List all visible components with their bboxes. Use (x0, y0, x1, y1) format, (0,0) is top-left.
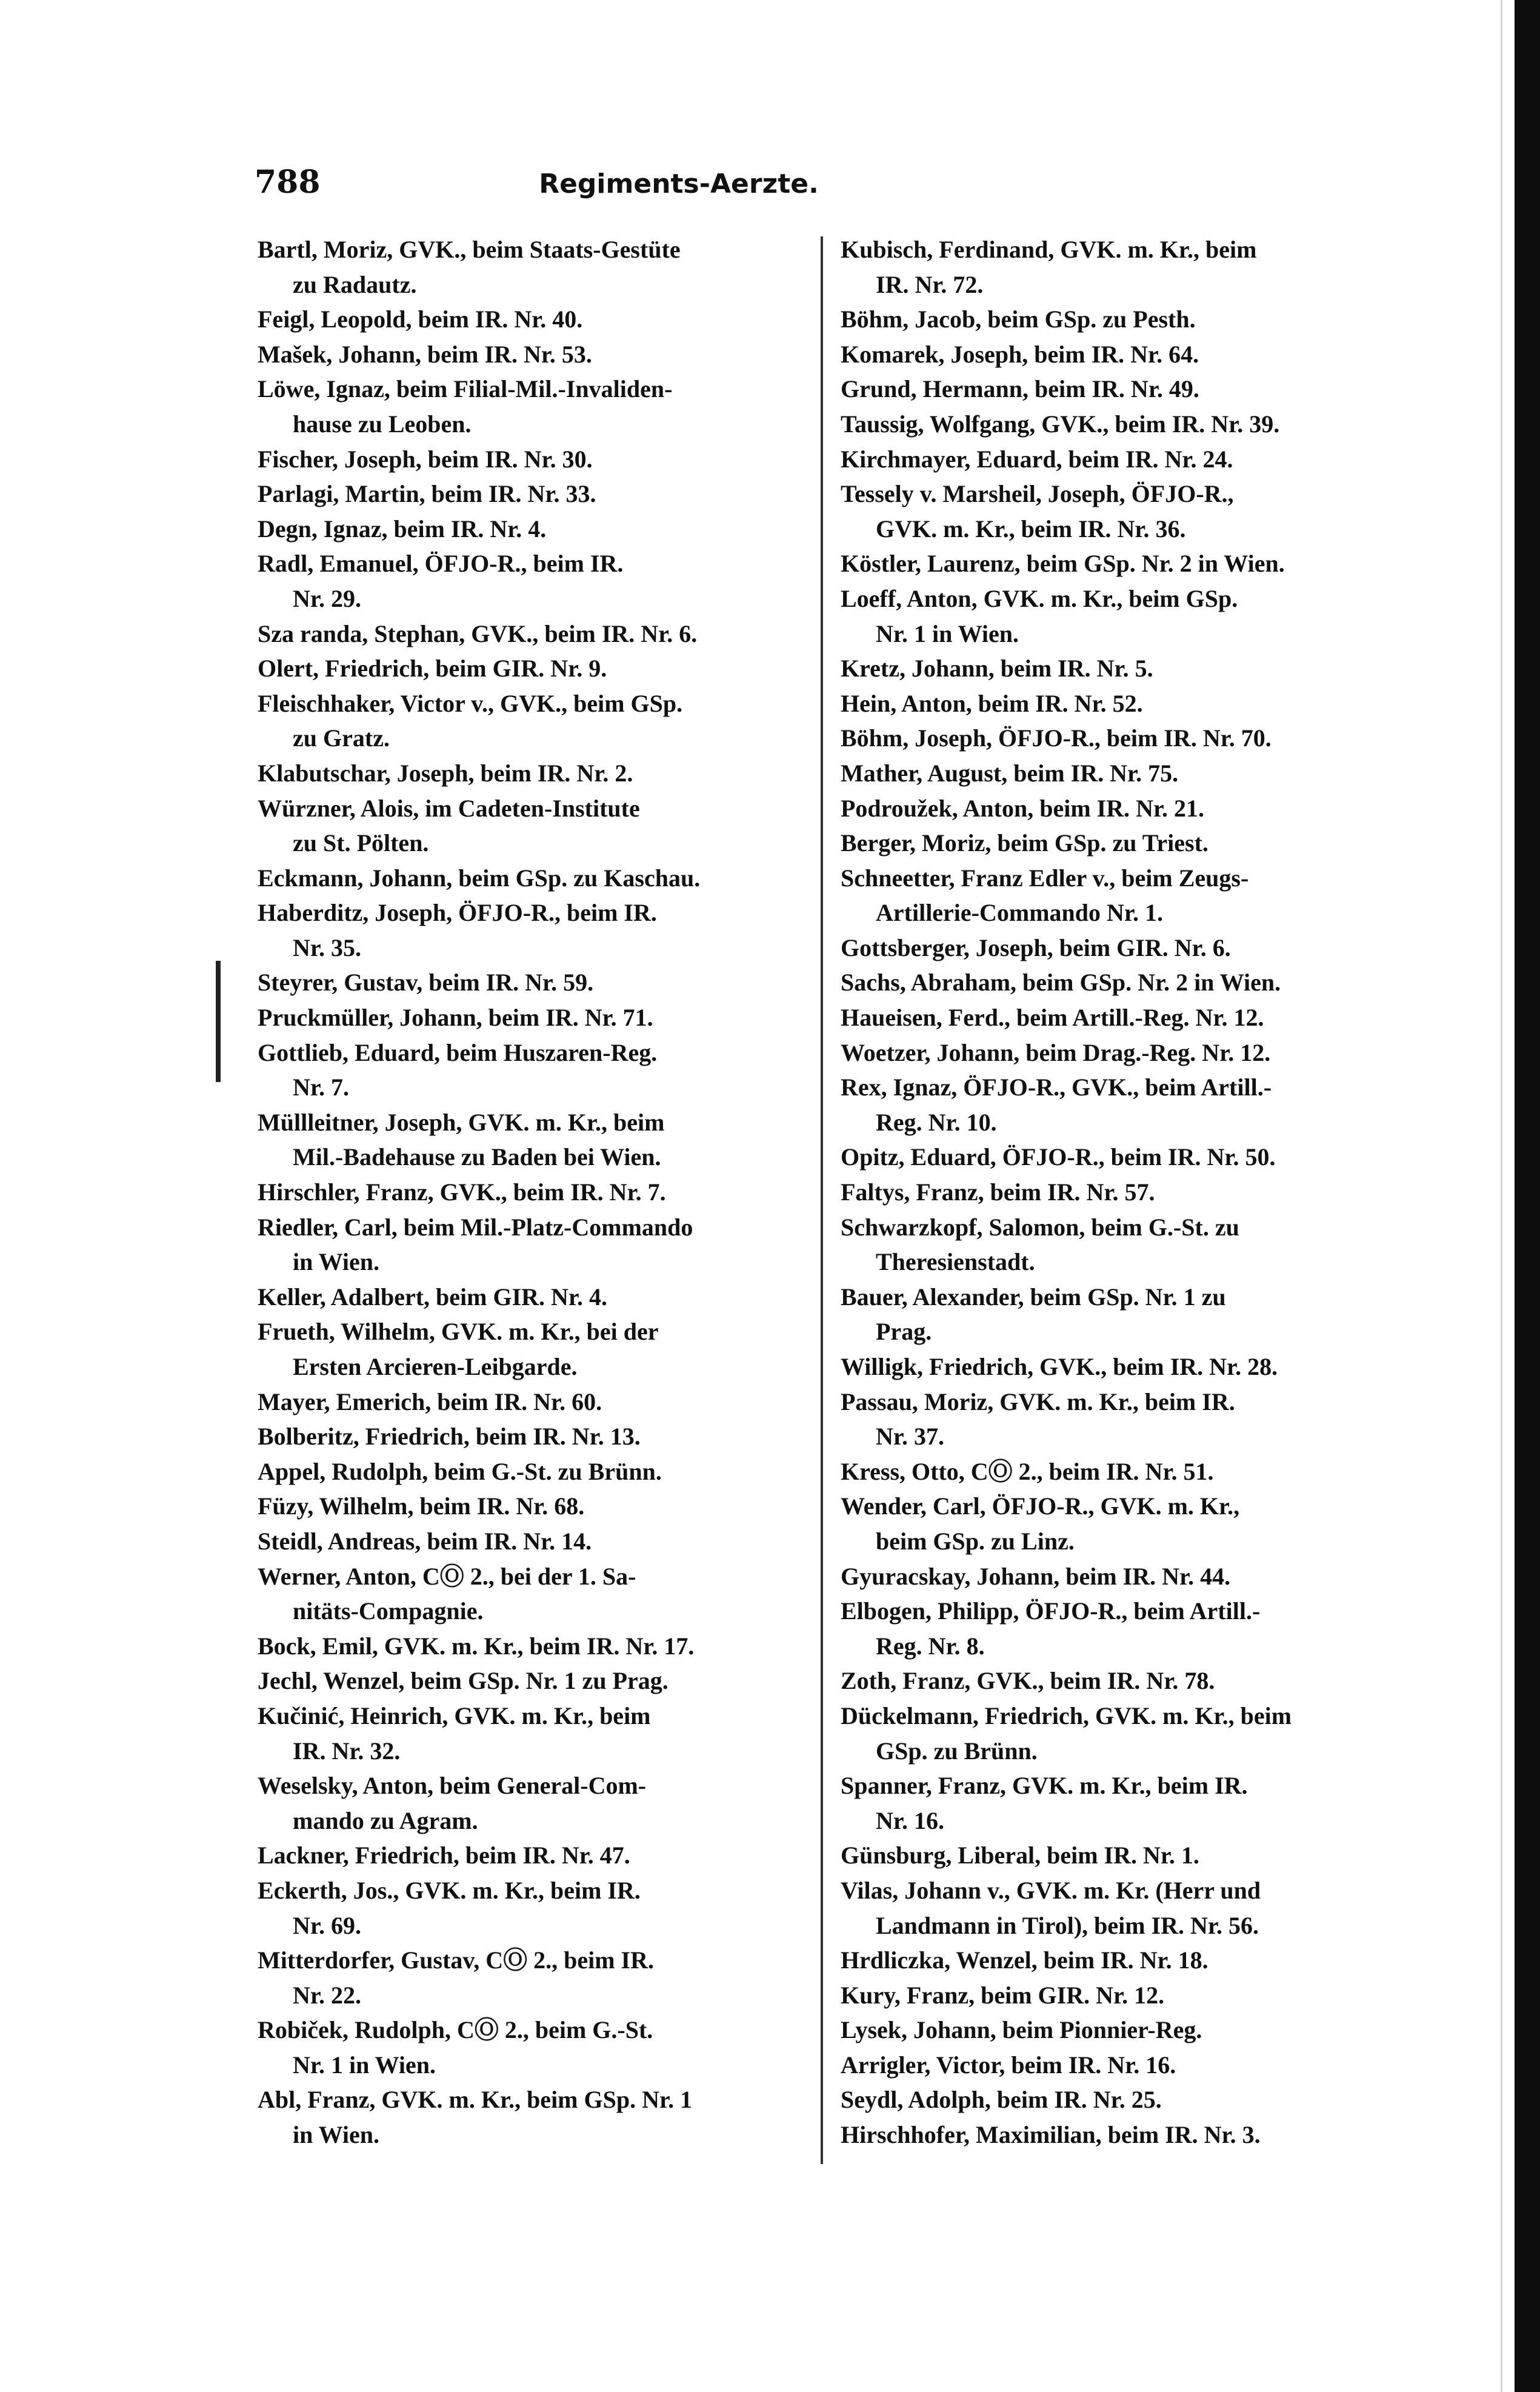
register-entry (258, 2013, 809, 2082)
entry-line: Faltys, Franz, beim IR. Nr. 57. (841, 1178, 1155, 1206)
register-entry (841, 476, 1392, 546)
register-entry (258, 965, 809, 1000)
entry-continuation-line: beim GSp. zu Linz. (876, 1527, 1075, 1555)
register-entry (258, 1210, 809, 1280)
entry-line: Sza randa, Stephan, GVK., beim IR. Nr. 6. (258, 620, 698, 647)
binding-mark (216, 961, 221, 1082)
entry-continuation-line: GSp. zu Brünn. (876, 1737, 1038, 1765)
entry-line: Frueth, Wilhelm, GVK. m. Kr., bei der (258, 1318, 659, 1346)
entry-continuation-line: hause zu Leoben. (293, 410, 472, 438)
register-entry (258, 791, 809, 861)
register-entry (841, 1873, 1392, 1943)
entry-line: Spanner, Franz, GVK. m. Kr., beim IR. (841, 1772, 1248, 1800)
register-entry (258, 1629, 809, 1664)
entry-line: Jechl, Wenzel, beim GSp. Nr. 1 zu Prag. (258, 1667, 668, 1695)
entry-continuation-line: nitäts-Compagnie. (293, 1597, 484, 1625)
entry-line: Radl, Emanuel, ÖFJO-R., beim IR. (258, 550, 624, 578)
entry-line: Arrigler, Victor, beim IR. Nr. 16. (841, 2051, 1176, 2079)
entry-continuation-line: Nr. 37. (876, 1423, 944, 1451)
page-edge-dark (1515, 0, 1540, 2392)
register-entry (841, 1035, 1392, 1071)
entry-line: Günsburg, Liberal, beim IR. Nr. 1. (841, 1842, 1199, 1869)
entry-line: Werner, Anton, CⓄ 2., bei der 1. Sa- (258, 1562, 636, 1590)
register-entry (841, 1768, 1392, 1838)
register-entry (841, 546, 1392, 581)
register-entry (258, 546, 809, 616)
entry-line: Gottlieb, Eduard, beim Huszaren-Reg. (258, 1038, 658, 1066)
entry-line: Opitz, Eduard, ÖFJO-R., beim IR. Nr. 50. (841, 1143, 1276, 1171)
register-entry (258, 895, 809, 965)
register-entry (258, 1943, 809, 2013)
entry-line: Woetzer, Johann, beim Drag.-Reg. Nr. 12. (841, 1038, 1271, 1066)
entry-line: Haueisen, Ferd., beim Artill.-Reg. Nr. 12. (841, 1004, 1264, 1032)
entry-continuation-line: Nr. 1 in Wien. (293, 2051, 436, 2079)
entry-line: Mitterdorfer, Gustav, CⓄ 2., beim IR. (258, 1946, 654, 1974)
entry-continuation-line: Nr. 22. (293, 1981, 361, 2009)
entry-line: Kučinić, Heinrich, GVK. m. Kr., beim (258, 1702, 651, 1729)
entry-continuation-line: in Wien. (293, 1248, 380, 1276)
entry-continuation-line: in Wien. (293, 2121, 380, 2149)
entry-line: Steyrer, Gustav, beim IR. Nr. 59. (258, 969, 594, 997)
register-entry (258, 1000, 809, 1035)
entry-continuation-line: Nr. 16. (876, 1806, 944, 1834)
register-entry (258, 1385, 809, 1420)
entry-line: Kirchmayer, Eduard, beim IR. Nr. 24. (841, 445, 1233, 473)
entry-line: Pruckmüller, Johann, beim IR. Nr. 71. (258, 1004, 653, 1032)
register-entry (841, 1349, 1392, 1385)
register-entry (841, 2048, 1392, 2083)
register-entry (258, 302, 809, 337)
register-entry (841, 1454, 1392, 1489)
entry-line: Würzner, Alois, im Cadeten-Institute (258, 794, 640, 822)
entry-line: Hirschhofer, Maximilian, beim IR. Nr. 3. (841, 2121, 1261, 2149)
entry-line: Rex, Ignaz, ÖFJO-R., GVK., beim Artill.- (841, 1074, 1272, 1101)
column-divider (821, 236, 823, 2164)
entry-line: Feigl, Leopold, beim IR. Nr. 40. (258, 306, 583, 333)
entry-line: Haberditz, Joseph, ÖFJO-R., beim IR. (258, 899, 657, 927)
entry-line: Sachs, Abraham, beim GSp. Nr. 2 in Wien. (841, 969, 1281, 997)
register-entry (841, 1943, 1392, 1978)
register-entry (258, 1559, 809, 1629)
register-entry (258, 1454, 809, 1489)
entry-continuation-line: zu Radautz. (293, 270, 417, 298)
entry-line: Mašek, Johann, beim IR. Nr. 53. (258, 340, 592, 368)
entry-line: Abl, Franz, GVK. m. Kr., beim GSp. Nr. 1 (258, 2086, 693, 2114)
entry-continuation-line: IR. Nr. 72. (876, 270, 984, 298)
register-entry (258, 372, 809, 441)
entry-line: Berger, Moriz, beim GSp. zu Triest. (841, 829, 1208, 857)
left-column (258, 232, 809, 2153)
running-title: Regiments-Aerzte. (539, 169, 819, 199)
register-entry (258, 2082, 809, 2152)
entry-line: Fischer, Joseph, beim IR. Nr. 30. (258, 445, 593, 473)
register-entry (841, 2117, 1392, 2153)
entry-continuation-line: zu St. Pölten. (293, 829, 429, 857)
entry-continuation-line: Artillerie-Commando Nr. 1. (876, 899, 1163, 927)
right-column (841, 232, 1392, 2153)
entry-line: Seydl, Adolph, beim IR. Nr. 25. (841, 2086, 1162, 2114)
entry-line: Füzy, Wilhelm, beim IR. Nr. 68. (258, 1492, 585, 1520)
entry-continuation-line: Prag. (876, 1318, 932, 1346)
entry-continuation-line: Reg. Nr. 8. (876, 1632, 985, 1660)
entry-line: Weselsky, Anton, beim General-Com- (258, 1772, 647, 1800)
register-entry (841, 442, 1392, 477)
entry-line: Parlagi, Martin, beim IR. Nr. 33. (258, 480, 596, 508)
register-entry (258, 1419, 809, 1454)
entry-continuation-line: Mil.-Badehause zu Baden bei Wien. (293, 1143, 661, 1171)
entry-continuation-line: Nr. 7. (293, 1074, 349, 1101)
register-entry (841, 861, 1392, 930)
entry-line: Müllleitner, Joseph, GVK. m. Kr., beim (258, 1108, 665, 1136)
entry-line: Gyuracskay, Johann, beim IR. Nr. 44. (841, 1562, 1231, 1590)
register-entry (258, 1524, 809, 1559)
register-entry (258, 1280, 809, 1315)
entry-line: Grund, Hermann, beim IR. Nr. 49. (841, 375, 1199, 403)
entry-line: Kubisch, Ferdinand, GVK. m. Kr., beim (841, 236, 1257, 263)
page-number: 788 (255, 164, 321, 201)
register-entry (841, 372, 1392, 407)
register-entry (841, 1663, 1392, 1699)
register-entry (841, 1838, 1392, 1873)
entry-line: Mather, August, beim IR. Nr. 75. (841, 759, 1179, 787)
entry-continuation-line: zu Gratz. (293, 724, 390, 752)
entry-line: Lysek, Johann, beim Pionnier-Reg. (841, 2016, 1202, 2044)
entry-line: Willigk, Friedrich, GVK., beim IR. Nr. 28. (841, 1353, 1278, 1380)
register-entry (258, 442, 809, 477)
entry-line: Böhm, Joseph, ÖFJO-R., beim IR. Nr. 70. (841, 724, 1272, 752)
entry-continuation-line: Ersten Arcieren-Leibgarde. (293, 1353, 578, 1380)
entry-line: Taussig, Wolfgang, GVK., beim IR. Nr. 39. (841, 410, 1280, 438)
entry-line: Olert, Friedrich, beim GIR. Nr. 9. (258, 655, 607, 683)
entry-continuation-line: mando zu Agram. (293, 1806, 478, 1834)
register-entry (258, 1663, 809, 1699)
entry-line: Komarek, Joseph, beim IR. Nr. 64. (841, 340, 1199, 368)
entry-line: Hirschler, Franz, GVK., beim IR. Nr. 7. (258, 1178, 666, 1206)
entry-continuation-line: IR. Nr. 32. (293, 1737, 401, 1765)
register-entry (258, 476, 809, 512)
entry-continuation-line: Theresienstadt. (876, 1248, 1035, 1276)
entry-line: Kury, Franz, beim GIR. Nr. 12. (841, 1981, 1165, 2009)
register-entry (258, 512, 809, 547)
entry-continuation-line: GVK. m. Kr., beim IR. Nr. 36. (876, 515, 1186, 543)
register-entry (258, 686, 809, 756)
entry-line: Tessely v. Marsheil, Joseph, ÖFJO-R., (841, 480, 1234, 508)
entry-line: Hein, Anton, beim IR. Nr. 52. (841, 689, 1143, 717)
register-entry (258, 756, 809, 791)
register-entry (841, 1489, 1392, 1558)
register-entry (258, 1105, 809, 1175)
entry-line: Hrdliczka, Wenzel, beim IR. Nr. 18. (841, 1946, 1208, 1974)
register-entry (841, 1385, 1392, 1454)
entry-line: Klabutschar, Joseph, beim IR. Nr. 2. (258, 759, 633, 787)
entry-line: Degn, Ignaz, beim IR. Nr. 4. (258, 515, 547, 543)
entry-line: Mayer, Emerich, beim IR. Nr. 60. (258, 1388, 602, 1415)
entry-line: Bock, Emil, GVK. m. Kr., beim IR. Nr. 17. (258, 1632, 695, 1660)
register-entry (258, 232, 809, 302)
entry-line: Robiček, Rudolph, CⓄ 2., beim G.-St. (258, 2016, 653, 2044)
register-entry (841, 721, 1392, 756)
register-entry (841, 686, 1392, 721)
entry-continuation-line: Nr. 35. (293, 934, 361, 961)
entry-line: Gottsberger, Joseph, beim GIR. Nr. 6. (841, 934, 1231, 961)
entry-line: Dückelmann, Friedrich, GVK. m. Kr., beim (841, 1702, 1292, 1729)
register-entry (258, 1035, 809, 1105)
register-entry (258, 1314, 809, 1384)
entry-line: Lackner, Friedrich, beim IR. Nr. 47. (258, 1842, 630, 1869)
register-entry (841, 232, 1392, 302)
register-entry (258, 1768, 809, 1838)
register-entry (841, 651, 1392, 686)
entry-line: Schwarzkopf, Salomon, beim G.-St. zu (841, 1213, 1239, 1241)
register-entry (258, 861, 809, 896)
entry-line: Bolberitz, Friedrich, beim IR. Nr. 13. (258, 1423, 641, 1451)
register-entry (841, 965, 1392, 1000)
register-entry (258, 1489, 809, 1524)
entry-line: Vilas, Johann v., GVK. m. Kr. (Herr und (841, 1876, 1261, 1904)
entry-line: Steidl, Andreas, beim IR. Nr. 14. (258, 1527, 592, 1555)
register-entry (258, 1873, 809, 1943)
register-entry (258, 1699, 809, 1768)
register-entry (841, 581, 1392, 651)
register-entry (841, 407, 1392, 442)
register-entry (258, 616, 809, 652)
entry-line: Fleischhaker, Victor v., GVK., beim GSp. (258, 689, 683, 717)
entry-continuation-line: Reg. Nr. 10. (876, 1108, 997, 1136)
entry-line: Eckerth, Jos., GVK. m. Kr., beim IR. (258, 1876, 641, 1904)
entry-continuation-line: Nr. 1 in Wien. (876, 620, 1019, 647)
register-entry (258, 1838, 809, 1873)
register-entry (841, 1140, 1392, 1175)
register-entry (841, 826, 1392, 861)
entry-line: Riedler, Carl, beim Mil.-Platz-Commando (258, 1213, 693, 1241)
entry-line: Bartl, Moriz, GVK., beim Staats-Gestüte (258, 236, 681, 263)
register-entry (841, 756, 1392, 791)
entry-line: Köstler, Laurenz, beim GSp. Nr. 2 in Wien. (841, 550, 1285, 578)
register-entry (841, 930, 1392, 966)
entry-line: Elbogen, Philipp, ÖFJO-R., beim Artill.- (841, 1597, 1261, 1625)
entry-line: Böhm, Jacob, beim GSp. zu Pesth. (841, 306, 1196, 333)
register-entry (258, 337, 809, 372)
entry-continuation-line: Nr. 69. (293, 1911, 361, 1939)
entry-line: Eckmann, Johann, beim GSp. zu Kaschau. (258, 864, 701, 892)
register-entry (841, 1699, 1392, 1768)
register-entry (841, 1000, 1392, 1035)
page-header (255, 164, 945, 212)
register-entry (841, 2013, 1392, 2048)
register-entry (841, 1070, 1392, 1140)
register-entry (841, 791, 1392, 826)
register-entry (258, 1175, 809, 1210)
entry-line: Loeff, Anton, GVK. m. Kr., beim GSp. (841, 584, 1238, 612)
entry-line: Podroužek, Anton, beim IR. Nr. 21. (841, 794, 1205, 822)
register-entry (841, 1210, 1392, 1280)
register-entry (841, 302, 1392, 337)
register-entry (841, 1175, 1392, 1210)
register-entry (841, 1594, 1392, 1663)
register-entry (841, 337, 1392, 372)
register-entry (841, 1559, 1392, 1594)
register-entry (258, 651, 809, 686)
page-edge-line (1501, 0, 1502, 2392)
entry-line: Passau, Moriz, GVK. m. Kr., beim IR. (841, 1388, 1235, 1415)
entry-line: Zoth, Franz, GVK., beim IR. Nr. 78. (841, 1667, 1215, 1695)
entry-line: Wender, Carl, ÖFJO-R., GVK. m. Kr., (841, 1492, 1240, 1520)
register-entry (841, 1280, 1392, 1349)
entry-continuation-line: Nr. 29. (293, 584, 361, 612)
entry-line: Appel, Rudolph, beim G.-St. zu Brünn. (258, 1457, 662, 1485)
entry-line: Kress, Otto, CⓄ 2., beim IR. Nr. 51. (841, 1457, 1214, 1485)
entry-line: Schneetter, Franz Edler v., beim Zeugs- (841, 864, 1249, 892)
entry-line: Keller, Adalbert, beim GIR. Nr. 4. (258, 1283, 608, 1311)
register-entry (841, 1978, 1392, 2013)
entry-line: Kretz, Johann, beim IR. Nr. 5. (841, 655, 1153, 683)
entry-line: Bauer, Alexander, beim GSp. Nr. 1 zu (841, 1283, 1226, 1311)
entry-line: Löwe, Ignaz, beim Filial-Mil.-Invaliden- (258, 375, 673, 403)
entry-continuation-line: Landmann in Tirol), beim IR. Nr. 56. (876, 1911, 1259, 1939)
register-entry (841, 2082, 1392, 2117)
